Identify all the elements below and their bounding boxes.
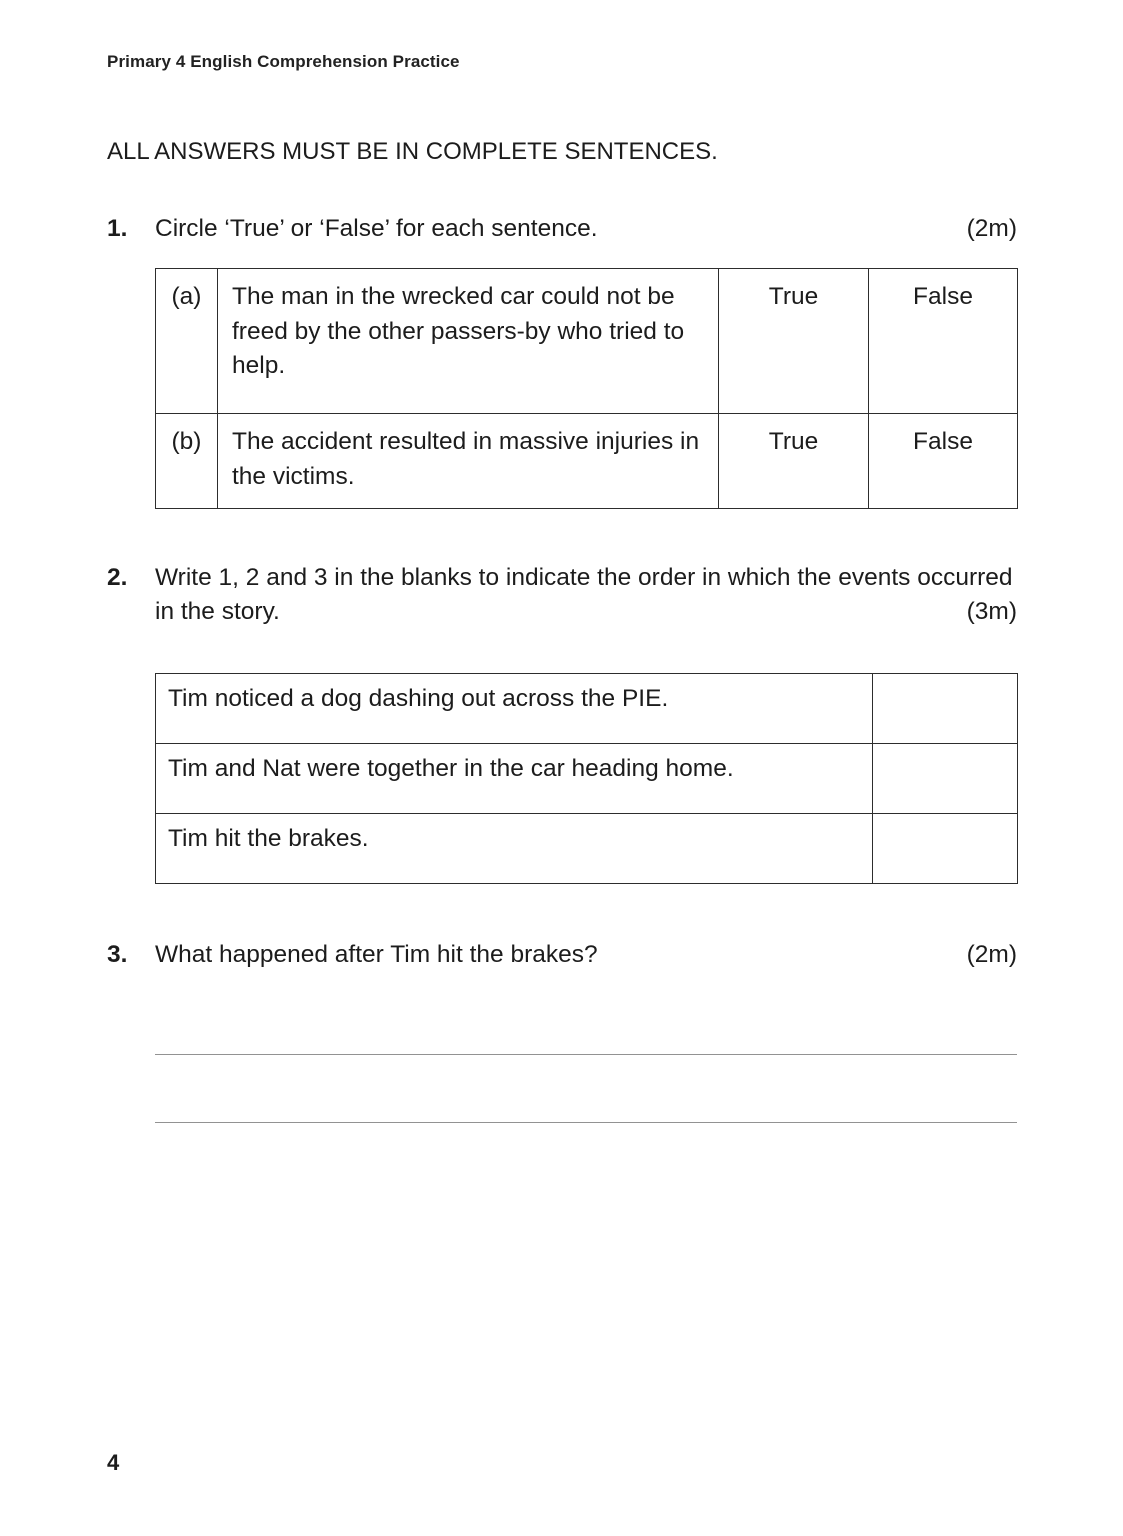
question-3-text: What happened after Tim hit the brakes? (155, 940, 598, 968)
question-2 (107, 561, 1017, 629)
order-row-2-blank[interactable] (873, 743, 1018, 813)
question-3 (107, 938, 1017, 972)
event-order-table (155, 673, 1018, 884)
row-a-true-option[interactable]: True (719, 268, 869, 413)
row-a-false-option[interactable]: False (869, 268, 1018, 413)
instruction-text: ALL ANSWERS MUST BE IN COMPLETE SENTENCES. (107, 138, 718, 165)
question-2-text: Write 1, 2 and 3 in the blanks to indicate the order in which the events occurred in the story. (155, 564, 1013, 626)
order-row-2-statement: Tim and Nat were together in the car heading home. (156, 743, 873, 813)
row-b-statement: The accident resulted in massive injuries in the victims. (218, 413, 719, 509)
question-1-text: Circle ‘True’ or ‘False’ for each sentence. (155, 215, 598, 242)
true-false-table (155, 268, 1018, 510)
row-a-label: (a) (156, 268, 218, 413)
order-row-3-blank[interactable] (873, 813, 1018, 883)
row-a-statement: The man in the wrecked car could not be freed by the other passers-by who tried to help. (218, 268, 719, 413)
question-1 (107, 212, 1017, 246)
question-3-marks: (2m) (966, 940, 1017, 968)
answer-line-1[interactable] (155, 1054, 1017, 1055)
order-row-1-statement: Tim noticed a dog dashing out across the PIE. (156, 673, 873, 743)
row-b-label: (b) (156, 413, 218, 509)
page-number: 4 (107, 1450, 120, 1475)
row-b-true-option[interactable]: True (719, 413, 869, 509)
order-row-1 (156, 673, 1018, 743)
order-row-3-statement: Tim hit the brakes. (156, 813, 873, 883)
question-1-marks: (2m) (966, 215, 1017, 242)
order-row-2 (156, 743, 1018, 813)
question-2-number: 2. (107, 564, 128, 592)
table-row-a (156, 268, 1018, 413)
document-header: Primary 4 English Comprehension Practice (107, 52, 460, 71)
question-2-marks: (3m) (966, 598, 1017, 626)
row-b-false-option[interactable]: False (869, 413, 1018, 509)
table-row-b (156, 413, 1018, 509)
question-3-number: 3. (107, 940, 128, 968)
question-1-number: 1. (107, 215, 128, 242)
order-row-1-blank[interactable] (873, 673, 1018, 743)
order-row-3 (156, 813, 1018, 883)
answer-line-2[interactable] (155, 1122, 1017, 1123)
